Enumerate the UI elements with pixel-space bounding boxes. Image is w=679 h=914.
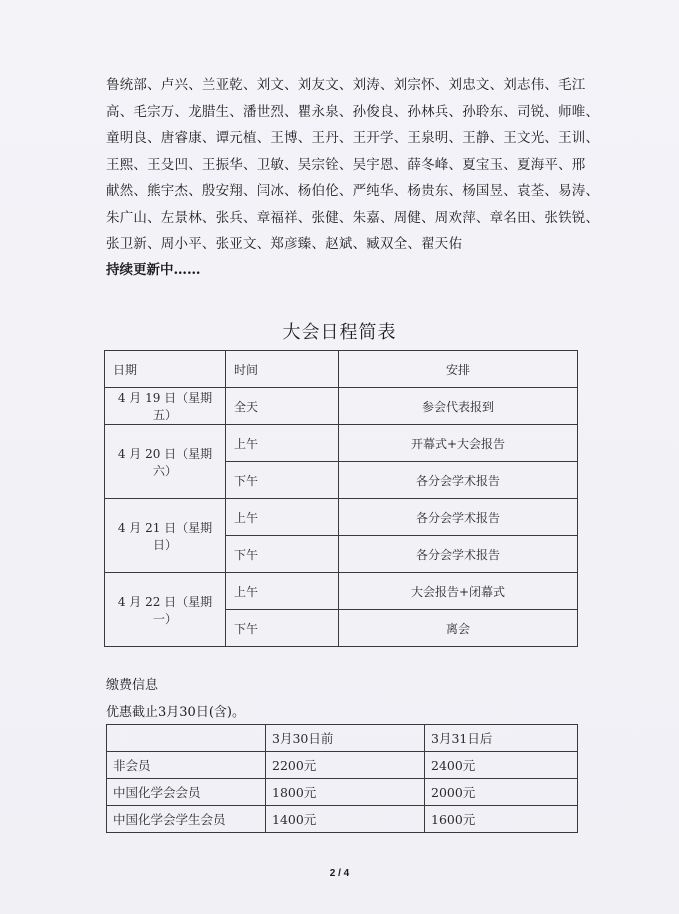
updating-note: 持续更新中……	[106, 262, 201, 278]
time-cell: 上午	[226, 425, 339, 462]
fee-header-empty	[107, 725, 266, 752]
arrangement-cell: 开幕式+大会报告	[339, 425, 578, 462]
fee-after: 2000元	[425, 779, 578, 806]
schedule-table	[104, 350, 578, 647]
name-line: 童明良、唐睿康、谭元植、王博、王丹、王开学、王泉明、王静、王文光、王训、	[106, 130, 600, 146]
arrangement-cell: 大会报告+闭幕式	[339, 573, 578, 610]
fee-header-before: 3月30日前	[266, 725, 425, 752]
fee-discount-note: 优惠截止3月30日(含)。	[106, 705, 245, 720]
header-time: 时间	[226, 351, 339, 388]
fee-category: 中国化学会学生会员	[107, 806, 266, 833]
schedule-title: 大会日程简表	[282, 322, 397, 343]
table-row	[107, 779, 578, 806]
arrangement-cell: 各分会学术报告	[339, 499, 578, 536]
time-cell: 下午	[226, 536, 339, 573]
table-row	[105, 573, 578, 610]
date-cell: 4 月 22 日（星期一）	[105, 573, 226, 647]
arrangement-cell: 各分会学术报告	[339, 536, 578, 573]
date-cell: 4 月 21 日（星期日）	[105, 499, 226, 573]
fee-category: 非会员	[107, 752, 266, 779]
arrangement-cell: 各分会学术报告	[339, 462, 578, 499]
participant-name-list	[106, 72, 600, 258]
name-line: 朱广山、左景林、张兵、章福祥、张健、朱嘉、周健、周欢萍、章名田、张铁锐、	[106, 209, 600, 226]
table-header-row	[105, 351, 578, 388]
fee-heading: 缴费信息	[106, 678, 159, 693]
header-date: 日期	[105, 351, 226, 388]
fee-table	[106, 724, 578, 833]
arrangement-cell: 离会	[339, 610, 578, 647]
name-line: 高、毛宗万、龙腊生、潘世烈、瞿永泉、孙俊良、孙林兵、孙聆东、司锐、师唯、	[106, 103, 600, 120]
table-row	[107, 752, 578, 779]
table-row	[105, 499, 578, 536]
fee-before: 1400元	[266, 806, 425, 833]
name-line: 王熙、王殳凹、王振华、卫敏、吴宗铨、吴宇恩、薛冬峰、夏宝玉、夏海平、邢	[106, 156, 586, 173]
name-line: 鲁统部、卢兴、兰亚乾、刘文、刘友文、刘涛、刘宗怀、刘忠文、刘志伟、毛江	[106, 77, 586, 93]
fee-before: 2200元	[266, 752, 425, 779]
header-arrangement: 安排	[339, 351, 578, 388]
table-header-row	[107, 725, 578, 752]
fee-category: 中国化学会会员	[107, 779, 266, 806]
table-row	[107, 806, 578, 833]
fee-after: 2400元	[425, 752, 578, 779]
date-cell: 4 月 19 日（星期五）	[105, 388, 226, 425]
time-cell: 下午	[226, 610, 339, 647]
fee-header-after: 3月31日后	[425, 725, 578, 752]
arrangement-cell: 参会代表报到	[339, 388, 578, 425]
name-line: 张卫新、周小平、张亚文、郑彦臻、赵斌、臧双全、翟天佑	[106, 236, 463, 252]
fee-after: 1600元	[425, 806, 578, 833]
time-cell: 上午	[226, 499, 339, 536]
page-number: 2 / 4	[329, 868, 350, 879]
table-row	[105, 425, 578, 462]
time-cell: 全天	[226, 388, 339, 425]
table-row	[105, 388, 578, 425]
fee-before: 1800元	[266, 779, 425, 806]
date-cell: 4 月 20 日（星期六）	[105, 425, 226, 499]
name-line: 献然、熊宇杰、殷安翔、闫冰、杨伯伦、严纯华、杨贵东、杨国昱、袁荃、易涛、	[106, 183, 600, 199]
time-cell: 上午	[226, 573, 339, 610]
time-cell: 下午	[226, 462, 339, 499]
